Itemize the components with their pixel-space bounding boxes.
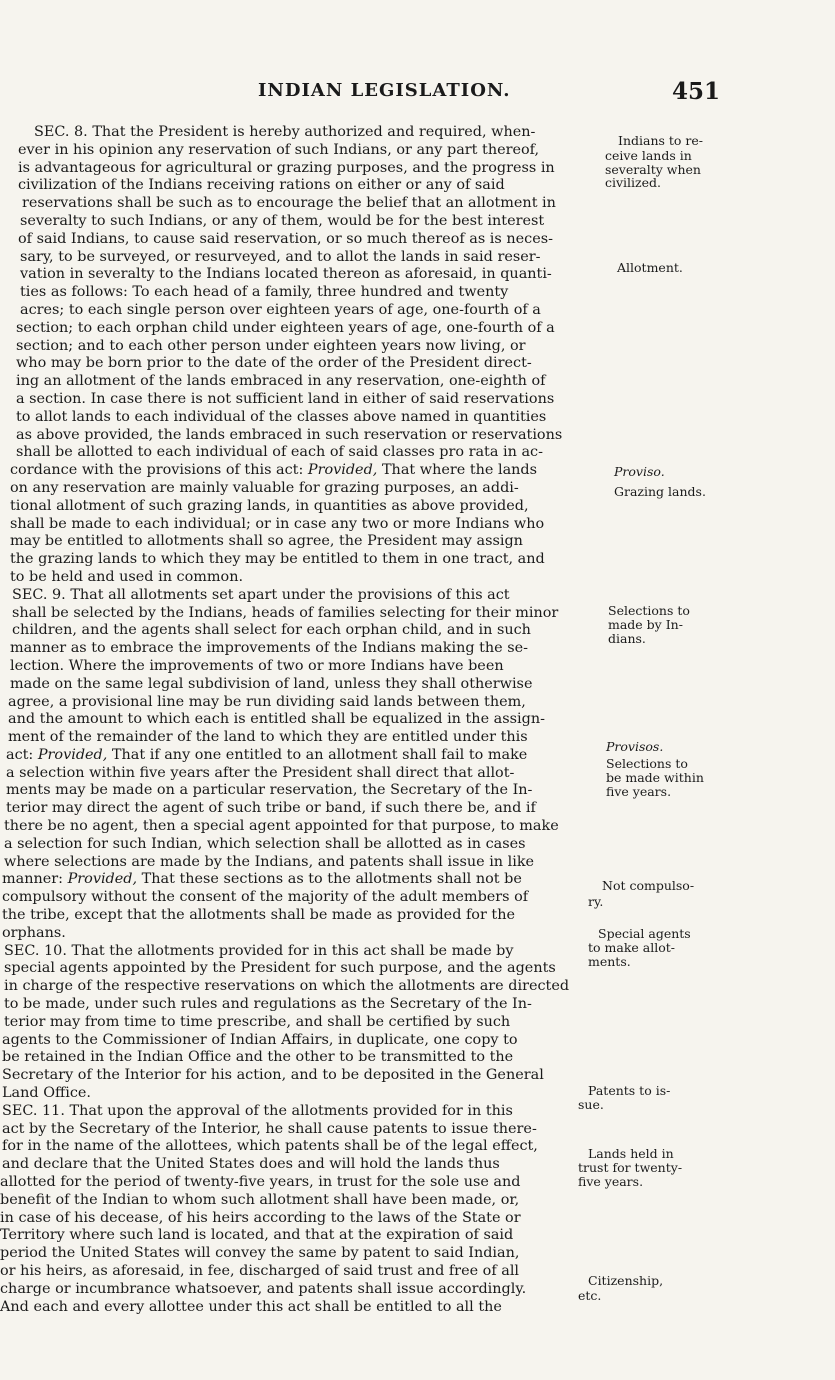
margin-note: five years. — [578, 1174, 644, 1189]
body-line: charge or incumbrance whatsoever, and patents shall issue accordingly. — [0, 1280, 527, 1297]
body-line: act: Provided, That if any one entitled to an allotment shall fail to make — [6, 746, 528, 763]
body-line: SEC. 10. That the allotments provided for in this act shall be made by — [4, 942, 514, 959]
margin-note: made by In- — [608, 617, 683, 632]
margin-note: Lands held in — [588, 1146, 674, 1161]
margin-note: Proviso. — [614, 464, 665, 479]
body-line: where selections are made by the Indians, and patents shall issue in like — [4, 853, 535, 870]
body-line: ments may be made on a particular reservation, the Secretary of the In- — [6, 782, 533, 799]
body-line: ever in his opinion any reservation of such Indians, or any part thereof, — [18, 141, 540, 158]
margin-note: severalty when — [605, 162, 701, 177]
body-line: Secretary of the Interior for his action, and to be deposited in the General — [2, 1067, 544, 1084]
margin-note: etc. — [578, 1288, 602, 1303]
margin-note: sue. — [578, 1097, 604, 1112]
margin-note: ceive lands in — [605, 148, 692, 163]
margin-note: Selections to — [606, 756, 688, 771]
body-line: or his heirs, as aforesaid, in fee, discharged of said trust and free of all — [0, 1263, 520, 1279]
running-head: INDIAN LEGISLATION. — [258, 80, 511, 101]
body-line: a selection for such Indian, which selection shall be allotted as in cases — [4, 835, 526, 852]
body-line: shall be allotted to each individual of each of said classes pro rata in ac- — [16, 444, 543, 461]
body-line: on any reservation are mainly valuable for grazing purposes, an addi- — [10, 479, 519, 496]
body-line: And each and every allottee under this act shall be entitled to all the — [0, 1298, 502, 1315]
body-line: act by the Secretary of the Interior, he shall cause patents to issue there- — [2, 1120, 537, 1137]
margin-note: to make allot- — [588, 940, 675, 955]
body-line: to be held and used in common. — [10, 568, 244, 585]
body-line: a section. In case there is not sufficient land in either of said reservations — [16, 390, 555, 407]
margin-note: five years. — [606, 784, 672, 799]
body-line: period the United States will convey the same by patent to said Indian, — [0, 1245, 520, 1262]
margin-note: civilized. — [605, 175, 662, 190]
body-line: in charge of the respective reservations on which the allotments are directed — [4, 978, 570, 995]
margin-note: dians. — [608, 631, 646, 646]
margin-note: Grazing lands. — [614, 484, 706, 499]
body-line: agents to the Commissioner of Indian Affairs, in duplicate, one copy to — [2, 1031, 518, 1048]
body-line: lection. Where the improvements of two or more Indians have been — [10, 657, 504, 674]
body-line: terior may direct the agent of such tribe or band, if such there be, and if — [6, 800, 536, 817]
margin-note: be made within — [606, 770, 704, 785]
margin-note: Indians to re- — [618, 133, 703, 148]
body-line: the tribe, except that the allotments shall be made as provided for the — [2, 907, 515, 924]
body-line: severalty to such Indians, or any of them, would be for the best interest — [20, 212, 545, 229]
body-line: for in the name of the allottees, which patents shall be of the legal effect, — [2, 1138, 538, 1155]
body-line: benefit of the Indian to whom such allotment shall have been made, or, — [0, 1191, 520, 1208]
body-line: terior may from time to time prescribe, and shall be certified by such — [4, 1013, 511, 1030]
body-line: to allot lands to each individual of the classes above named in quantities — [16, 408, 547, 425]
margin-note: Allotment. — [617, 260, 683, 275]
body-line: Territory where such land is located, and that at the expiration of said — [0, 1227, 514, 1244]
body-line: who may be born prior to the date of the order of the President direct- — [16, 355, 532, 372]
body-line: Land Office. — [2, 1085, 91, 1102]
body-line: compulsory without the consent of the majority of the adult members of — [2, 889, 529, 906]
margin-note: ments. — [588, 954, 631, 969]
body-line: ties as follows: To each head of a family, three hundred and twenty — [20, 284, 509, 301]
body-line: shall be selected by the Indians, heads of families selecting for their minor — [12, 604, 559, 621]
body-line: agree, a provisional line may be run dividing said lands between them, — [8, 693, 526, 710]
body-line: be retained in the Indian Office and the other to be transmitted to the — [2, 1049, 514, 1066]
body-line: section; and to each other person under eighteen years now living, or — [16, 337, 526, 354]
page-number: 451 — [672, 78, 721, 105]
margin-note: Selections to — [608, 603, 690, 618]
body-text — [0, 124, 600, 1316]
body-line: children, and the agents shall select for each orphan child, and in such — [12, 622, 531, 639]
body-line: and declare that the United States does and will hold the lands thus — [2, 1156, 500, 1173]
body-line: a selection within five years after the President shall direct that allot- — [6, 764, 515, 781]
body-line: SEC. 8. That the President is hereby authorized and required, when- — [34, 124, 536, 140]
margin-note: ry. — [588, 894, 604, 909]
body-line: as above provided, the lands embraced in such reservation or reservations — [16, 426, 563, 443]
body-line: acres; to each single person over eighteen years of age, one-fourth of a — [20, 301, 541, 318]
body-line: and the amount to which each is entitled shall be equalized in the assign- — [8, 711, 545, 728]
body-line: SEC. 11. That upon the approval of the allotments provided for in this — [2, 1102, 513, 1119]
body-line: tional allotment of such grazing lands, in quantities as above provided, — [10, 497, 529, 514]
margin-note: Provisos. — [606, 739, 664, 754]
margin-note: Special agents — [598, 926, 691, 941]
body-line: vation in severalty to the Indians located thereon as aforesaid, in quanti- — [20, 266, 552, 283]
margin-note: Citizenship, — [588, 1273, 664, 1288]
body-line: the grazing lands to which they may be entitled to them in one tract, and — [10, 551, 545, 568]
body-line: civilization of the Indians receiving rations on either or any of said — [18, 177, 505, 194]
body-line: to be made, under such rules and regulations as the Secretary of the In- — [4, 996, 532, 1013]
body-line: section; to each orphan child under eighteen years of age, one-fourth of a — [16, 319, 555, 336]
body-line: reservations shall be such as to encourage the belief that an allotment in — [22, 195, 556, 212]
body-line: manner as to embrace the improvements of the Indians making the se- — [10, 640, 529, 657]
margin-note: Patents to is- — [588, 1083, 671, 1098]
body-line: ing an allotment of the lands embraced in any reservation, one-eighth of — [16, 373, 546, 390]
body-line: SEC. 9. That all allotments set apart under the provisions of this act — [12, 586, 510, 603]
body-line: special agents appointed by the President for such purpose, and the agents — [4, 960, 556, 977]
body-line: there be no agent, then a special agent appointed for that purpose, to make — [4, 818, 559, 835]
body-line: manner: Provided, That these sections as to the allotments shall not be — [2, 871, 522, 888]
body-line: allotted for the period of twenty-five years, in trust for the sole use and — [0, 1174, 521, 1191]
body-line: made on the same legal subdivision of land, unless they shall otherwise — [10, 675, 533, 692]
body-line: is advantageous for agricultural or grazing purposes, and the progress in — [18, 159, 555, 176]
body-line: sary, to be surveyed, or resurveyed, and to allot the lands in said reser- — [20, 248, 541, 265]
body-line: shall be made to each individual; or in case any two or more Indians who — [10, 515, 545, 532]
margin-note: trust for twenty- — [578, 1160, 683, 1175]
body-line: ment of the remainder of the land to which they are entitled under this — [8, 729, 528, 746]
body-line: may be entitled to allotments shall so agree, the President may assign — [10, 533, 523, 550]
body-line: of said Indians, to cause said reservation, or so much thereof as is neces- — [18, 230, 553, 247]
body-line: orphans. — [2, 924, 66, 941]
body-line: in case of his decease, of his heirs according to the laws of the State or — [0, 1209, 521, 1226]
body-line: cordance with the provisions of this act: Provided, That where the lands — [10, 462, 538, 479]
margin-note: Not compulso- — [602, 878, 695, 893]
